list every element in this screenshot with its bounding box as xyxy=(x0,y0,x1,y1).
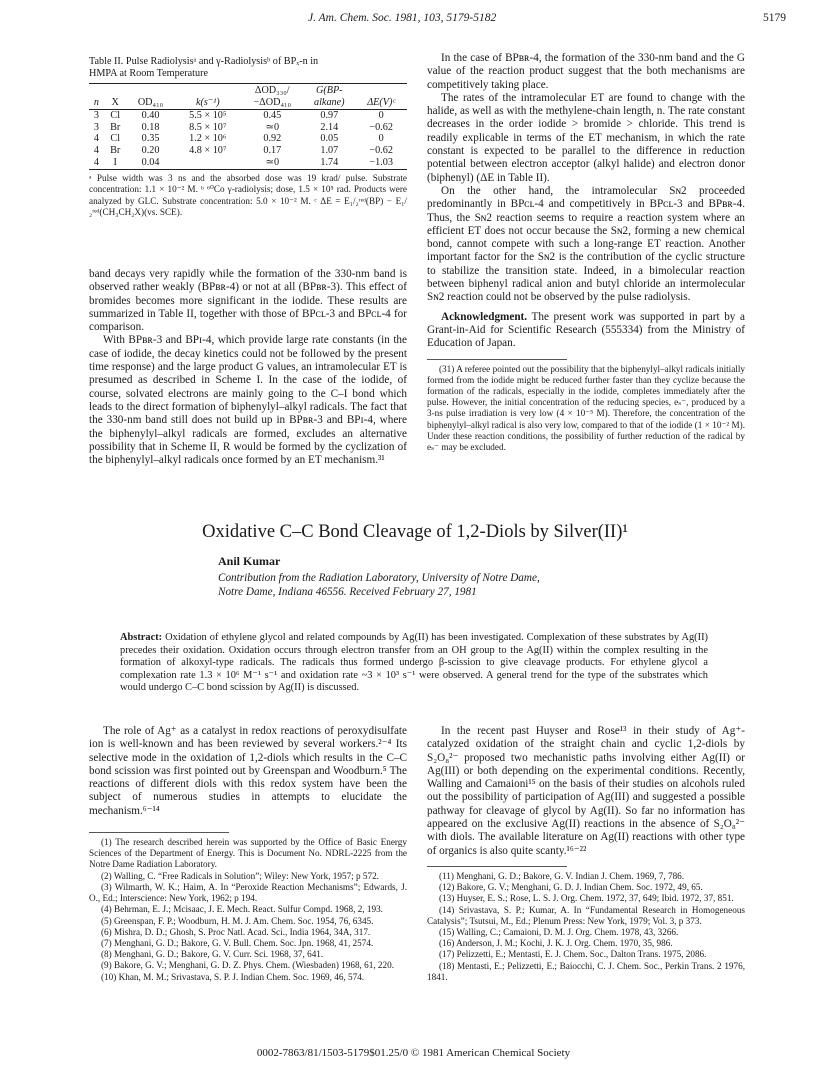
acknowledgment-text: The present work was supported in part by a Grant-in-Aid for Scientific Research (555334) from the Ministry of Education of Japan. xyxy=(427,310,745,350)
reference-item: (3) Wilmarth, W. K.; Haim, A. In “Peroxide Reaction Mechanisms”; Edwards, J. O., Ed.; Interscience: New York, 1962; p 194. xyxy=(89,881,407,904)
table-ii-block xyxy=(89,56,407,218)
table-cell: 2.14 xyxy=(320,121,339,133)
page-footer: 0002-7863/81/1503-5179$01.25/0 © 1981 American Chemical Society xyxy=(256,1047,571,1059)
col-header: ΔOD₃₃₀/ −ΔOD₄₁₀ xyxy=(253,85,292,108)
col-header: ΔE(V)ᶜ xyxy=(367,96,396,108)
acknowledgment xyxy=(427,311,745,351)
reference-item: (12) Bakore, G. V.; Menghani, G. D. J. Indian Chem. Soc. 1972, 49, 65. xyxy=(439,882,703,893)
data-table xyxy=(89,84,407,168)
journal-citation: J. Am. Chem. Soc. 1981, 103, 5179-5182 xyxy=(308,12,497,24)
reference-item: (13) Huyser, E. S.; Rose, L. S. J. Org. Chem. 1972, 37, 649; Ibid. 1972, 37, 851. xyxy=(439,893,734,904)
paragraph: On the other hand, the intramolecular Sɴ2 proceeded predominantly in BPᴄʟ-4 and competitively in BPᴄʟ-3 and BPʙʀ-4. Thus, the Sɴ2 reaction seems to require a reaction system where an efficient ET does not occur because the Sɴ2, forming a new chemical bond, cannot compete with such a long-range ET reaction. Another important factor for the Sɴ2 is the contribution of the cyclic structure to stabilize the transition state. Indeed, in a bimolecular reaction between biphenyl radical anion and butyl chloride an intermolecular Sɴ2 reaction could not be observed by the pulse radiolysis. xyxy=(427,184,745,304)
left-column-text xyxy=(89,268,407,467)
table-row xyxy=(89,145,407,157)
table-cell: 0 xyxy=(378,133,384,145)
paragraph: With BPʙʀ-3 and BPɪ-4, which provide large rate constants (in the case of iodide, the decay kinetics could not be followed by the present time response) and the large product G values, an intramolecular ET is presumed as described in Scheme I. In the case of the iodide, of course, solvated electrons are mainly going to the C–I bond which leads to the direct formation of biphenylyl–alkyl radicals. The fact that the 330-nm band still does not build up in BPʙʀ-3 and BPɪ-4, where the biphenylyl–alkyl radicals are formed, excludes an alternative possibility that in Scheme II, R would be formed by the cyclization of the biphenylyl–alkyl radicals once formed by an ET mechanism.³¹ xyxy=(89,334,407,467)
contribution-info: Contribution from the Radiation Laboratory, University of Notre Dame, Notre Dame, Indiana 46556. Received February 27, 1981 xyxy=(218,572,540,598)
table-cell xyxy=(174,157,241,169)
footnote-rule xyxy=(427,866,567,867)
paragraph: The rates of the intramolecular ET are found to change with the halide, as well as with the methylene-chain length, n. The rate constant decreases in the order iodide > bromide > chloride. This trend is readily explicable in terms of the ET mechanism, in which the rate constant is expected to be parallel to the difference in reduction potential between electron acceptor (alkyl halide) and electron donor (biphenyl) (ΔE in Table II). xyxy=(427,91,745,184)
page-number: 5179 xyxy=(763,12,786,24)
table-cell: 0.35 xyxy=(141,133,160,145)
col-header: X xyxy=(111,96,119,108)
reference-item: (2) Walling, C. “Free Radicals in Solution”; Wiley: New York, 1957; p 572. xyxy=(101,870,379,881)
paragraph: In the recent past Huyser and Rose¹³ in their study of Ag⁺-catalyzed oxidation of the straight chain and cyclic 1,2-diols by S₂O₈²⁻ proposed two mechanistic paths involving either Ag(II) or Ag(III) or both depending on the experimental conditions. Recently, Walling and Camaioni¹⁵ on the basis of their studies on alcohols ruled out the possibility of participation of Ag(III) and suggested a possible pathway for cleavage of glycol by Ag(II). So far no information has appeared on the exclusive Ag(II) reactions in the absence of S₂O₈²⁻ with diols. The available literature on Ag(II) reactions with other type of organics is also quite scanty.¹⁶⁻²² xyxy=(427,725,745,857)
table-cell: 0 xyxy=(378,110,384,122)
table-cell: ≃0 xyxy=(265,156,280,168)
table-cell: 4 xyxy=(93,144,99,156)
table-cell: 0.05 xyxy=(320,133,339,145)
article-title: Oxidative C–C Bond Cleavage of 1,2-Diols by Silver(II)¹ xyxy=(202,522,628,542)
col-header: k(s⁻¹) xyxy=(195,96,220,108)
table-header-row xyxy=(89,84,407,109)
table-cell: 1.2 × 10⁶ xyxy=(189,133,227,145)
references-right xyxy=(427,871,745,983)
reference-item: (15) Walling, C.; Camaioni, D. M. J. Org. Chem. 1978, 43, 3266. xyxy=(439,926,679,937)
table-row xyxy=(89,133,407,145)
table-cell: 4.8 × 10⁷ xyxy=(189,144,227,156)
table-cell: 1.74 xyxy=(320,156,339,168)
paragraph: band decays very rapidly while the formation of the 330-nm band is observed rather weakly (BPʙʀ-4) or not at all (BPʙʀ-3). This effect of bromides becomes more significant in the iodide. These results are summarized in Table II, together with those of BPᴄʟ-3 and BPᴄʟ-4 for comparison. xyxy=(89,268,407,334)
reference-item: (6) Mishra, D. D.; Ghosh, S. Proc Natl. Acad. Sci., India 1964, 34A, 317. xyxy=(101,926,371,937)
reference-item: (11) Menghani, G. D.; Bakore, G. V. Indian J. Chem. 1969, 7, 786. xyxy=(439,870,685,881)
abstract-label: Abstract: xyxy=(120,632,163,643)
table-cell: 8.5 × 10⁷ xyxy=(189,121,227,133)
table-bottom-rule xyxy=(89,169,407,170)
table-cell: 1.07 xyxy=(320,144,339,156)
table-row xyxy=(89,122,407,134)
right-column-text xyxy=(427,52,745,453)
paragraph: In the case of BPʙʀ-4, the formation of the 330-nm band and the G value of the reaction product suggest that the both mechanisms are competitively taking place. xyxy=(427,52,745,91)
reference-item: (5) Greenspan, F. P.; Woodburn, H. M. J. Am. Chem. Soc. 1954, 76, 6345. xyxy=(101,915,374,926)
table-row xyxy=(89,157,407,169)
footnote-rule xyxy=(427,359,567,360)
table-cell: I xyxy=(113,156,117,168)
footnote-rule xyxy=(89,832,229,833)
table-cell: 0.20 xyxy=(141,144,160,156)
acknowledgment-label: Acknowledgment. xyxy=(441,310,528,323)
reference-item: (7) Menghani, G. D.; Bakore, G. V. Bull. Chem. Soc. Jpn. 1968, 41, 2574. xyxy=(101,937,374,948)
table-cell: 0.04 xyxy=(141,156,160,168)
table-cell: Br xyxy=(110,121,121,133)
author-name: Anil Kumar xyxy=(218,554,281,568)
reference-item: (4) Behrman, E. J.; Mcisaac, J. E. Mech. React. Sulfur Compd. 1968, 2, 193. xyxy=(101,904,383,915)
reference-item: (17) Pelizzetti, E.; Mentasti, E. J. Chem. Soc., Dalton Trans. 1975, 2086. xyxy=(439,949,707,960)
references-left xyxy=(89,837,407,983)
body-left-column xyxy=(89,725,407,983)
table-cell: −0.62 xyxy=(369,121,393,133)
table-row xyxy=(89,110,407,122)
table-cell: 0.92 xyxy=(263,133,282,145)
table-cell: 0.18 xyxy=(141,121,160,133)
table-cell: 5.5 × 10⁵ xyxy=(189,110,227,122)
reference-item: (16) Anderson, J. M.; Kochi, J. K. J. Org. Chem. 1970, 35, 986. xyxy=(439,938,673,949)
table-cell: 0.40 xyxy=(141,110,160,122)
reference-item: (8) Menghani, G. D.; Bakore, G. V. Curr. Sci. 1968, 37, 641. xyxy=(101,949,324,960)
table-cell: 0.17 xyxy=(263,144,282,156)
col-header: G(BP-alkane) xyxy=(314,85,345,108)
table-cell: 4 xyxy=(93,133,99,145)
reference-item: (1) The research described herein was supported by the Office of Basic Energy Sciences of the Department of Energy. This is Document No. NDRL-2225 from the Notre Dame Radiation Laboratory. xyxy=(89,837,407,870)
table-footnote: ᵃ Pulse width was 3 ns and the absorbed dose was 19 krad/ pulse. Substrate concentration: 1.1 × 10⁻² M. ᵇ ⁶⁰Co γ-radiolysis; dose, 1.5 × 10⁵ rad. Products were analyzed by GLC. Substrate concentration: 5.0 × 10⁻² M. ᶜ ΔE = E₁/₂ʳᵉᵈ(BP) − E₁/₂ʳᵉᵈ(CH₃CH₂X)(vs. SCE). xyxy=(89,173,407,217)
col-header: n xyxy=(93,96,99,108)
abstract xyxy=(120,632,708,695)
table-cell: −0.62 xyxy=(369,144,393,156)
table-cell: Br xyxy=(110,144,121,156)
table-cell: ≃0 xyxy=(265,121,280,133)
table-cell: 0.45 xyxy=(263,110,282,122)
paragraph: The role of Ag⁺ as a catalyst in redox reactions of peroxydisulfate ion is well-known and has been reviewed by several workers.²⁻⁴ Its selective mode in the oxidation of 1,2-diols which results in the C–C bond scission was first pointed out by Greenspan and Woodburn.⁵ The reactions of different diols with this redox system have been the subject of numerous studies in attempts to elucidate the mechanism.⁶⁻¹⁴ xyxy=(89,725,407,817)
reference-item: (9) Bakore, G. V.; Menghani, G. D. Z. Phys. Chem. (Wiesbaden) 1968, 61, 220. xyxy=(101,960,394,971)
table-caption: Table II. Pulse Radiolysisᵃ and γ-Radiolysisᵇ of BPₓ-n in HMPA at Room Temperature xyxy=(89,56,319,79)
reference-item: (14) Srivastava, S. P.; Kumar, A. In “Fundamental Research in Homogeneous Catalysis”; Tsutsui, M., Ed.; Plenum Press: New York, 1979; Vol. 3, p 373. xyxy=(427,904,745,926)
reference-item: (10) Khan, M. M.; Srivastava, S. P. J. Indian Chem. Soc. 1969, 46, 574. xyxy=(101,971,365,982)
table-cell: Cl xyxy=(110,110,121,122)
reference-item: (18) Mentasti, E.; Pelizzetti, E.; Baiocchi, C. J. Chem. Soc., Perkin Trans. 2 1976, 1841. xyxy=(427,960,745,982)
running-header xyxy=(0,12,827,28)
table-cell: 0.97 xyxy=(320,110,339,122)
table-cell: −1.03 xyxy=(369,156,393,168)
col-header: OD₄₁₀ xyxy=(137,96,164,108)
table-cell: 3 xyxy=(93,110,99,122)
table-cell: 4 xyxy=(93,156,99,168)
body-right-column xyxy=(427,725,745,983)
abstract-text: Oxidation of ethylene glycol and related compounds by Ag(II) has been investigated. Complexation of these substrates by Ag(II) precedes their oxidation. Oxidation occurs through electron transfer from an OH group to the Ag(II) within the complex resulting in the formation of alkoxyl-type radicals. The radicals thus formed undergo β-scission to give cleavage products. For ethylene glycol a complexation rate 1.3 × 10⁶ M⁻¹ s⁻¹ and oxidation rate ~3 × 10³ s⁻¹ were observed. A general trend for the type of the substrates which would undergo C–C bond scission by Ag(II) is discussed. xyxy=(120,632,708,694)
table-cell: 3 xyxy=(93,121,99,133)
table-cell: Cl xyxy=(110,133,121,145)
footnote-31: (31) A referee pointed out the possibility that the biphenylyl–alkyl radicals initially formed from the iodide might be reduced further faster than they cyclize because the formation of the radicals, especially in the iodide, completes immediately after the pulse. However, the initial concentration of the reducing species, eₛ⁻, produced by a 3-ns pulse irradiation is very low (4 × 10⁻⁵ M). Therefore, the concentration of the biphenylyl–alkyl radical is also very low, compared to that of the iodide (1 × 10⁻² M). Under these reaction conditions, the possibility of further reduction of the radical by eₛ⁻ may be excluded. xyxy=(427,363,745,452)
